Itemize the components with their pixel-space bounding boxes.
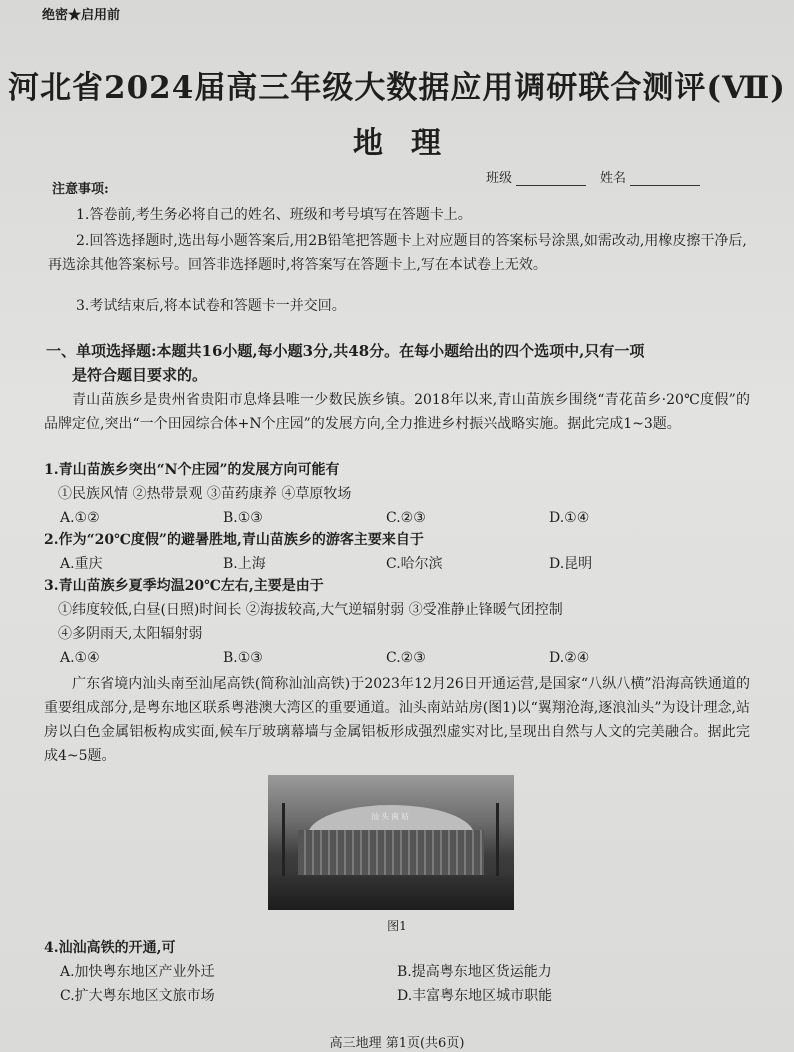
question-1-stem: 1.青山苗族乡突出“N个庄园”的发展方向可能有 xyxy=(44,462,340,478)
question-3-items-1: ①纬度较低,白昼(日照)时间长 ②海拔较高,大气逆辐射弱 ③受准静止锋暖气团控制 xyxy=(58,602,563,618)
name-label: 姓名 xyxy=(599,171,626,186)
section-heading xyxy=(46,339,750,387)
subject-title: 地理 xyxy=(353,126,469,161)
question-4-options-row1 xyxy=(44,960,750,984)
station-plaza xyxy=(268,876,514,910)
name-blank xyxy=(630,172,700,186)
question-1 xyxy=(44,458,750,530)
q4-option-b[interactable]: B.提高粤东地区货运能力 xyxy=(397,964,552,980)
question-3-options xyxy=(44,646,750,670)
q4-option-c[interactable]: C.扩大粤东地区文旅市场 xyxy=(60,988,215,1004)
q1-option-a[interactable]: A.①② xyxy=(60,510,100,526)
q1-option-b[interactable]: B.①③ xyxy=(223,510,263,526)
question-2-options xyxy=(44,552,750,576)
exam-title: 河北省2024届高三年级大数据应用调研联合测评(Ⅶ) xyxy=(8,70,786,106)
q2-option-b[interactable]: B.上海 xyxy=(223,556,266,572)
question-2 xyxy=(44,528,750,576)
name-field xyxy=(600,167,700,186)
class-label: 班级 xyxy=(485,171,512,186)
q3-option-a[interactable]: A.①④ xyxy=(60,650,100,666)
class-field xyxy=(486,167,586,186)
question-1-options xyxy=(44,506,750,530)
passage-1 xyxy=(44,388,750,436)
section-heading-line2: 是符合题目要求的。 xyxy=(72,366,208,384)
station-hall xyxy=(298,830,484,875)
notice-item-1: 1.答卷前,考生务必将自己的姓名、班级和考号填写在答题卡上。 xyxy=(76,207,472,223)
confidential-mark: 绝密★启用前 xyxy=(42,8,121,23)
q4-option-d[interactable]: D.丰富粤东地区城市职能 xyxy=(397,988,553,1004)
question-4 xyxy=(44,936,750,1008)
student-fields xyxy=(486,167,700,186)
q2-option-c[interactable]: C.哈尔滨 xyxy=(386,556,443,572)
class-blank xyxy=(516,172,586,186)
q1-option-c[interactable]: C.②③ xyxy=(386,510,426,526)
question-4-stem: 4.汕汕高铁的开通,可 xyxy=(44,940,176,956)
question-1-items: ①民族风情 ②热带景观 ③苗药康养 ④草原牧场 xyxy=(58,486,352,502)
passage-2 xyxy=(44,672,750,768)
q1-option-d[interactable]: D.①④ xyxy=(549,510,590,526)
q2-option-a[interactable]: A.重庆 xyxy=(60,556,103,572)
question-4-options-row2 xyxy=(44,984,750,1008)
passage-1-text: 青山苗族乡是贵州省贵阳市息烽县唯一少数民族乡镇。2018年以来,青山苗族乡围绕“青花苗乡·20℃度假”的品牌定位,突出“一个田园综合体+N个庄园”的发展方向,全力推进乡村振兴战略实施。据此完成1~3题。 xyxy=(44,392,750,432)
question-3-items-2: ④多阴雨天,太阳辐射弱 xyxy=(58,626,203,642)
notice-item-2: 2.回答选择题时,选出每小题答案后,用2B铅笔把答题卡上对应题目的答案标号涂黑,如需改动,用橡皮擦干净后,再选涂其他答案标号。回答非选择题时,将答案写在答题卡上,写在本试卷上无效。 xyxy=(48,233,747,273)
station-sign: 汕头南站 xyxy=(371,812,411,821)
page-footer: 高三地理 第1页(共6页) xyxy=(329,1036,465,1051)
figure-caption: 图1 xyxy=(387,919,407,933)
section-heading-line1: 一、单项选择题:本题共16小题,每小题3分,共48分。在每小题给出的四个选项中,只有一项 xyxy=(46,342,645,360)
passage-2-text: 广东省境内汕头南至汕尾高铁(简称汕汕高铁)于2023年12月26日开通运营,是国家“八纵八横”沿海高铁通道的重要组成部分,是粤东地区联系粤港澳大湾区的重要通道。汕头南站站房(图1)以“翼翔沧海,逐浪汕头”为设计理念,站房以白色金属铝板构成实面,候车厅玻璃幕墙与金属铝板形成强烈虚实对比,呈现出自然与人文的完美融合。据此完成4~5题。 xyxy=(44,676,750,764)
question-2-stem: 2.作为“20℃度假”的避暑胜地,青山苗族乡的游客主要来自于 xyxy=(44,532,424,548)
notice-title: 注意事项: xyxy=(52,182,109,197)
q4-option-a[interactable]: A.加快粤东地区产业外迁 xyxy=(60,964,215,980)
question-3 xyxy=(44,574,750,670)
question-3-stem: 3.青山苗族乡夏季均温20℃左右,主要是由于 xyxy=(44,578,324,594)
station-photo xyxy=(268,775,514,910)
q3-option-c[interactable]: C.②③ xyxy=(386,650,426,666)
q3-option-b[interactable]: B.①③ xyxy=(223,650,263,666)
q3-option-d[interactable]: D.②④ xyxy=(549,650,590,666)
q2-option-d[interactable]: D.昆明 xyxy=(549,556,593,572)
notice-item-3: 3.考试结束后,将本试卷和答题卡一并交回。 xyxy=(76,298,346,314)
